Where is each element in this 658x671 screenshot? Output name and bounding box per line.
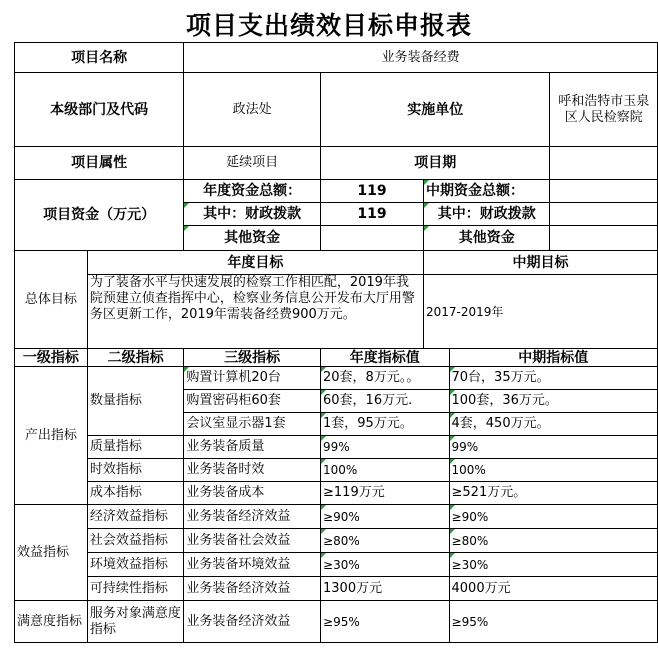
sustain-indicator-label: 可持续性指标 bbox=[87, 577, 183, 601]
mid-fiscal-label: 其中：财政拨款 bbox=[423, 203, 550, 226]
sustain-name: 业务装备经济效益 bbox=[184, 577, 321, 601]
q1-name: 购置计算机20台 bbox=[184, 367, 321, 390]
timeliness-name: 业务装备时效 bbox=[184, 459, 321, 482]
annual-goal-header: 年度目标 bbox=[87, 251, 423, 275]
sustain-mid: 4000万元 bbox=[449, 577, 657, 601]
q1-annual: 20套，8万元。。 bbox=[321, 367, 450, 390]
quality-indicator-label: 质量指标 bbox=[87, 436, 183, 459]
performance-goal-table bbox=[14, 42, 658, 643]
timeliness-mid: 100% bbox=[449, 459, 657, 482]
q2-name: 购置密码柜60套 bbox=[184, 390, 321, 413]
q2-annual: 60套，16万元. bbox=[321, 390, 450, 413]
quality-annual: 99% bbox=[321, 436, 450, 459]
level2-header: 二级指标 bbox=[87, 349, 183, 367]
q3-name: 会议室显示器1套 bbox=[184, 413, 321, 436]
mid-other-value bbox=[550, 226, 658, 251]
service-mid: ≥95% bbox=[449, 601, 657, 643]
social-name: 业务装备社会效益 bbox=[184, 529, 321, 553]
q3-mid: 4套，450万元。 bbox=[449, 413, 657, 436]
mid-goal-text: 2017-2019年 bbox=[423, 275, 657, 349]
benefit-indicator-label: 效益指标 bbox=[15, 505, 88, 601]
satisfaction-indicator-label: 满意度指标 bbox=[15, 601, 88, 643]
social-indicator-label: 社会效益指标 bbox=[87, 529, 183, 553]
impl-unit-value: 呼和浩特市玉泉区人民检察院 bbox=[550, 73, 658, 147]
econ-name: 业务装备经济效益 bbox=[184, 505, 321, 529]
output-indicator-label: 产出指标 bbox=[15, 367, 88, 505]
timeliness-annual: 100% bbox=[321, 459, 450, 482]
cost-annual: ≥119万元 bbox=[321, 482, 450, 505]
annual-fiscal-value: 119 bbox=[321, 203, 424, 226]
quantity-indicator-label: 数量指标 bbox=[87, 367, 183, 436]
mid-other-label: 其他资金 bbox=[423, 226, 550, 251]
sustain-annual: 1300万元 bbox=[321, 577, 450, 601]
service-annual: ≥95% bbox=[321, 601, 450, 643]
annual-other-value bbox=[321, 226, 424, 251]
env-name: 业务装备环境效益 bbox=[184, 553, 321, 577]
q2-mid: 100套，36万元。 bbox=[449, 390, 657, 413]
mid-value-header: 中期指标值 bbox=[449, 349, 657, 367]
q1-mid: 70台，35万元。 bbox=[449, 367, 657, 390]
period-value bbox=[550, 147, 658, 180]
q3-annual: 1套，95万元。 bbox=[321, 413, 450, 436]
cost-name: 业务装备成本 bbox=[184, 482, 321, 505]
mid-fiscal-value bbox=[550, 203, 658, 226]
annual-fiscal-label: 其中：财政拨款 bbox=[184, 203, 321, 226]
econ-mid: ≥90% bbox=[449, 505, 657, 529]
annual-total-value: 119 bbox=[321, 180, 424, 203]
econ-annual: ≥90% bbox=[321, 505, 450, 529]
env-annual: ≥30% bbox=[321, 553, 450, 577]
timeliness-indicator-label: 时效指标 bbox=[87, 459, 183, 482]
annual-goal-text: 为了装备水平与快速发展的检察工作相匹配，2019年我院预建立侦查指挥中心，检察业务信息公开发布大厅用警务区更新工作，2019年需装备经费900万元。 bbox=[87, 275, 423, 349]
dept-label: 本级部门及代码 bbox=[15, 73, 184, 147]
attr-label: 项目属性 bbox=[15, 147, 184, 180]
dept-value: 政法处 bbox=[184, 73, 321, 147]
econ-indicator-label: 经济效益指标 bbox=[87, 505, 183, 529]
env-mid: ≥30% bbox=[449, 553, 657, 577]
level1-header: 一级指标 bbox=[15, 349, 88, 367]
service-indicator-label: 服务对象满意度指标 bbox=[87, 601, 183, 643]
attr-value: 延续项目 bbox=[184, 147, 321, 180]
social-annual: ≥80% bbox=[321, 529, 450, 553]
mid-total-label: 中期资金总额： bbox=[423, 180, 550, 203]
annual-total-label: 年度资金总额： bbox=[184, 180, 321, 203]
impl-unit-label: 实施单位 bbox=[321, 73, 550, 147]
funds-label: 项目资金（万元） bbox=[15, 180, 184, 251]
page-title: 项目支出绩效目标申报表 bbox=[185, 11, 472, 40]
quality-name: 业务装备质量 bbox=[184, 436, 321, 459]
cost-mid: ≥521万元。 bbox=[449, 482, 657, 505]
project-name-label: 项目名称 bbox=[15, 43, 184, 73]
project-name-value: 业务装备经费 bbox=[184, 43, 658, 73]
annual-value-header: 年度指标值 bbox=[321, 349, 450, 367]
overall-goal-label: 总体目标 bbox=[15, 251, 88, 349]
mid-total-value bbox=[550, 180, 658, 203]
mid-goal-header: 中期目标 bbox=[423, 251, 657, 275]
annual-other-label: 其他资金 bbox=[184, 226, 321, 251]
service-name: 业务装备经济效益 bbox=[184, 601, 321, 643]
period-label: 项目期 bbox=[321, 147, 550, 180]
cost-indicator-label: 成本指标 bbox=[87, 482, 183, 505]
env-indicator-label: 环境效益指标 bbox=[87, 553, 183, 577]
social-mid: ≥80% bbox=[449, 529, 657, 553]
level3-header: 三级指标 bbox=[184, 349, 321, 367]
quality-mid: 99% bbox=[449, 436, 657, 459]
